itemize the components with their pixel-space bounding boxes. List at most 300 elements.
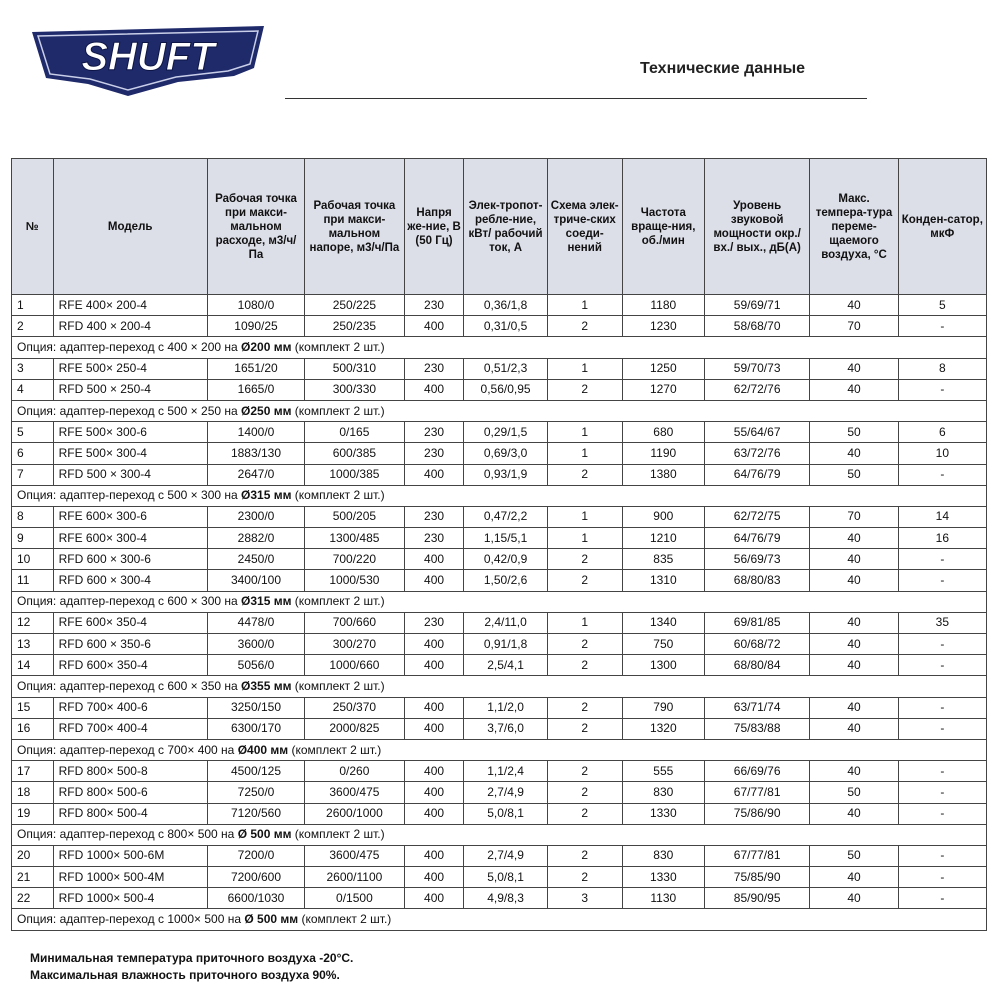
- table-cell: 400: [404, 655, 464, 676]
- table-cell: 400: [404, 634, 464, 655]
- table-cell: 1000/660: [305, 655, 404, 676]
- option-row: [12, 739, 987, 760]
- table-cell: 7200/600: [207, 867, 304, 888]
- table-cell: 10: [898, 443, 986, 464]
- table-cell: 400: [404, 570, 464, 591]
- table-cell: 0,56/0,95: [464, 379, 547, 400]
- table-cell: 1400/0: [207, 422, 304, 443]
- table-cell: 0,47/2,2: [464, 506, 547, 527]
- table-cell: 59/70/73: [704, 358, 810, 379]
- table-cell: 68/80/83: [704, 570, 810, 591]
- table-cell: 1000/530: [305, 570, 404, 591]
- table-cell: 2: [547, 697, 622, 718]
- table-cell: 0,31/0,5: [464, 316, 547, 337]
- table-cell: 1210: [622, 528, 704, 549]
- option-kit-text: (комплект 2 шт.): [291, 403, 385, 418]
- table-cell: 1090/25: [207, 316, 304, 337]
- table-cell: 400: [404, 782, 464, 803]
- table-cell: 1380: [622, 464, 704, 485]
- table-cell: 5,0/8,1: [464, 803, 547, 824]
- table-cell: 64/76/79: [704, 528, 810, 549]
- table-cell: 3600/475: [305, 782, 404, 803]
- table-cell: 830: [622, 845, 704, 866]
- table-cell: 0,51/2,3: [464, 358, 547, 379]
- table-cell: 230: [404, 422, 464, 443]
- table-cell: 5: [12, 422, 54, 443]
- table-cell: 1300: [622, 655, 704, 676]
- table-cell: RFE 600× 350-4: [53, 612, 207, 633]
- table-cell: 400: [404, 761, 464, 782]
- table-cell: 50: [810, 782, 898, 803]
- table-cell: RFD 800× 500-4: [53, 803, 207, 824]
- table-cell: 0,29/1,5: [464, 422, 547, 443]
- table-cell: 400: [404, 549, 464, 570]
- table-cell: 40: [810, 718, 898, 739]
- table-cell: 66/69/76: [704, 761, 810, 782]
- table-cell: 9: [12, 528, 54, 549]
- table-cell: 500/310: [305, 358, 404, 379]
- table-cell: 3250/150: [207, 697, 304, 718]
- table-cell: 680: [622, 422, 704, 443]
- table-cell: 0/165: [305, 422, 404, 443]
- table-cell: 0,93/1,9: [464, 464, 547, 485]
- option-kit-text: (комплект 2 шт.): [298, 912, 392, 927]
- table-cell: RFE 400× 200-4: [53, 295, 207, 316]
- table-cell: 13: [12, 634, 54, 655]
- table-cell: -: [898, 570, 986, 591]
- table-cell: 67/77/81: [704, 782, 810, 803]
- table-cell: 40: [810, 295, 898, 316]
- table-cell: 6: [12, 443, 54, 464]
- table-cell: -: [898, 782, 986, 803]
- option-cell: [12, 485, 987, 506]
- table-cell: -: [898, 316, 986, 337]
- table-row: [12, 464, 987, 485]
- option-diameter: Ø315 мм: [241, 488, 292, 503]
- table-cell: 400: [404, 888, 464, 909]
- table-cell: RFE 500× 300-4: [53, 443, 207, 464]
- table-cell: 830: [622, 782, 704, 803]
- table-row: [12, 697, 987, 718]
- table-cell: 1665/0: [207, 379, 304, 400]
- table-row: [12, 295, 987, 316]
- option-text: Опция: адаптер-переход с 700× 400 на: [17, 742, 238, 757]
- table-cell: 11: [12, 570, 54, 591]
- table-cell: -: [898, 379, 986, 400]
- table-row: [12, 379, 987, 400]
- table-cell: 40: [810, 697, 898, 718]
- option-text: Опция: адаптер-переход с 500 × 300 на: [17, 488, 242, 503]
- table-row: [12, 655, 987, 676]
- table-cell: 14: [898, 506, 986, 527]
- table-cell: 2: [547, 549, 622, 570]
- table-cell: 1: [547, 295, 622, 316]
- table-cell: 40: [810, 358, 898, 379]
- table-cell: 0/1500: [305, 888, 404, 909]
- table-row: [12, 316, 987, 337]
- table-cell: 15: [12, 697, 54, 718]
- option-row: [12, 909, 987, 930]
- table-row: [12, 528, 987, 549]
- table-row: [12, 570, 987, 591]
- column-header: Частота враще-ния, об./мин: [622, 159, 704, 295]
- option-text: Опция: адаптер-переход с 600 × 300 на: [17, 594, 242, 609]
- table-cell: 1: [547, 443, 622, 464]
- table-cell: 230: [404, 506, 464, 527]
- table-cell: 75/83/88: [704, 718, 810, 739]
- table-cell: RFE 500× 300-6: [53, 422, 207, 443]
- table-cell: 70: [810, 506, 898, 527]
- option-cell: [12, 337, 987, 358]
- option-text: Опция: адаптер-переход с 1000× 500 на: [17, 912, 245, 927]
- table-cell: 2: [547, 761, 622, 782]
- option-cell: [12, 824, 987, 845]
- table-cell: 1,1/2,4: [464, 761, 547, 782]
- table-cell: 750: [622, 634, 704, 655]
- option-row: [12, 485, 987, 506]
- table-cell: 6300/170: [207, 718, 304, 739]
- table-row: [12, 761, 987, 782]
- table-cell: 1310: [622, 570, 704, 591]
- table-cell: -: [898, 464, 986, 485]
- table-cell: 790: [622, 697, 704, 718]
- table-cell: 300/270: [305, 634, 404, 655]
- note-max-humidity: Максимальная влажность приточного воздуха 90%.: [30, 968, 340, 982]
- option-row: [12, 676, 987, 697]
- table-cell: 400: [404, 697, 464, 718]
- table-cell: 7: [12, 464, 54, 485]
- table-cell: 1,50/2,6: [464, 570, 547, 591]
- table-cell: 2882/0: [207, 528, 304, 549]
- table-cell: 230: [404, 612, 464, 633]
- shuft-logo-graphic: [28, 24, 268, 98]
- table-cell: 400: [404, 845, 464, 866]
- table-cell: 300/330: [305, 379, 404, 400]
- option-cell: [12, 400, 987, 421]
- column-header: Элек-тропот-ребле-ние, кВт/ рабочий ток, А: [464, 159, 547, 295]
- table-cell: 6600/1030: [207, 888, 304, 909]
- table-cell: 2: [547, 570, 622, 591]
- option-diameter: Ø315 мм: [241, 594, 292, 609]
- table-cell: 55/64/67: [704, 422, 810, 443]
- table-cell: 69/81/85: [704, 612, 810, 633]
- column-header: Напря жe-ние, В (50 Гц): [404, 159, 464, 295]
- table-cell: 2,7/4,9: [464, 782, 547, 803]
- table-cell: 1320: [622, 718, 704, 739]
- table-cell: 16: [12, 718, 54, 739]
- table-cell: 600/385: [305, 443, 404, 464]
- option-cell: [12, 909, 987, 930]
- table-cell: 2,5/4,1: [464, 655, 547, 676]
- table-cell: 7250/0: [207, 782, 304, 803]
- table-cell: -: [898, 803, 986, 824]
- technical-data-table: [11, 158, 987, 931]
- table-cell: RFD 600 × 350-6: [53, 634, 207, 655]
- column-header: Макс. темпера-тура переме-щаемого воздуха, °С: [810, 159, 898, 295]
- table-cell: 1080/0: [207, 295, 304, 316]
- table-cell: 2: [547, 464, 622, 485]
- table-cell: 3600/475: [305, 845, 404, 866]
- table-row: [12, 782, 987, 803]
- table-row: [12, 634, 987, 655]
- table-cell: 3: [547, 888, 622, 909]
- table-cell: RFD 500 × 250-4: [53, 379, 207, 400]
- table-cell: -: [898, 655, 986, 676]
- table-cell: 62/72/75: [704, 506, 810, 527]
- table-cell: 63/71/74: [704, 697, 810, 718]
- table-cell: 1883/130: [207, 443, 304, 464]
- table-cell: 50: [810, 464, 898, 485]
- table-cell: 1130: [622, 888, 704, 909]
- table-cell: 0,36/1,8: [464, 295, 547, 316]
- table-cell: 400: [404, 803, 464, 824]
- table-cell: -: [898, 845, 986, 866]
- table-cell: 2,7/4,9: [464, 845, 547, 866]
- table-cell: 2: [547, 803, 622, 824]
- table-cell: 3400/100: [207, 570, 304, 591]
- table-row: [12, 803, 987, 824]
- table-cell: 18: [12, 782, 54, 803]
- table-cell: RFD 700× 400-4: [53, 718, 207, 739]
- table-cell: 22: [12, 888, 54, 909]
- table-cell: 2: [12, 316, 54, 337]
- table-cell: 250/370: [305, 697, 404, 718]
- table-cell: 85/90/95: [704, 888, 810, 909]
- note-min-temperature: Минимальная температура приточного воздуха -20°С.: [30, 951, 354, 965]
- table-cell: 250/235: [305, 316, 404, 337]
- table-cell: 3: [12, 358, 54, 379]
- column-header: №: [12, 159, 54, 295]
- table-cell: 16: [898, 528, 986, 549]
- table-cell: 75/86/90: [704, 803, 810, 824]
- table-cell: 63/72/76: [704, 443, 810, 464]
- table-cell: 50: [810, 845, 898, 866]
- table-cell: 2000/825: [305, 718, 404, 739]
- table-cell: -: [898, 888, 986, 909]
- table-cell: 50: [810, 422, 898, 443]
- table-cell: 75/85/90: [704, 867, 810, 888]
- column-header: Схема элек-триче-ских соеди-нений: [547, 159, 622, 295]
- table-cell: 1230: [622, 316, 704, 337]
- table-cell: 1330: [622, 867, 704, 888]
- table-cell: 1330: [622, 803, 704, 824]
- table-cell: RFD 1000× 500-6M: [53, 845, 207, 866]
- table-cell: 2450/0: [207, 549, 304, 570]
- table-cell: 40: [810, 655, 898, 676]
- table-cell: 5: [898, 295, 986, 316]
- table-cell: 4478/0: [207, 612, 304, 633]
- table-header-row: [12, 159, 987, 295]
- document-title: Технические данные: [640, 60, 806, 77]
- option-kit-text: (комплект 2 шт.): [291, 678, 385, 693]
- table-cell: 64/76/79: [704, 464, 810, 485]
- option-kit-text: (комплект 2 шт.): [291, 488, 385, 503]
- column-header: Модель: [53, 159, 207, 295]
- table-cell: 250/225: [305, 295, 404, 316]
- option-diameter: Ø250 мм: [241, 403, 292, 418]
- table-cell: RFD 800× 500-6: [53, 782, 207, 803]
- table-cell: 2: [547, 634, 622, 655]
- table-cell: 40: [810, 528, 898, 549]
- table-cell: 1651/20: [207, 358, 304, 379]
- table-row: [12, 358, 987, 379]
- table-cell: 3600/0: [207, 634, 304, 655]
- table-cell: 1: [547, 612, 622, 633]
- table-cell: 40: [810, 549, 898, 570]
- table-cell: 500/205: [305, 506, 404, 527]
- table-cell: 835: [622, 549, 704, 570]
- table-cell: 40: [810, 888, 898, 909]
- table-cell: 400: [404, 718, 464, 739]
- table-cell: 5,0/8,1: [464, 867, 547, 888]
- table-cell: 10: [12, 549, 54, 570]
- table-cell: 400: [404, 464, 464, 485]
- table-cell: 6: [898, 422, 986, 443]
- table-cell: 8: [898, 358, 986, 379]
- option-kit-text: (комплект 2 шт.): [291, 827, 385, 842]
- table-cell: RFE 600× 300-4: [53, 528, 207, 549]
- table-cell: -: [898, 867, 986, 888]
- table-cell: -: [898, 634, 986, 655]
- table-cell: 400: [404, 316, 464, 337]
- table-cell: 2600/1100: [305, 867, 404, 888]
- table-cell: 40: [810, 634, 898, 655]
- shuft-logo: [28, 24, 268, 98]
- table-cell: 4: [12, 379, 54, 400]
- table-cell: 1,15/5,1: [464, 528, 547, 549]
- table-cell: 1190: [622, 443, 704, 464]
- table-cell: 230: [404, 358, 464, 379]
- table-cell: 40: [810, 612, 898, 633]
- table-cell: RFD 500 × 300-4: [53, 464, 207, 485]
- option-diameter: Ø200 мм: [241, 339, 292, 354]
- table-cell: 1: [547, 506, 622, 527]
- table-cell: RFD 600× 350-4: [53, 655, 207, 676]
- table-cell: 700/220: [305, 549, 404, 570]
- table-cell: 14: [12, 655, 54, 676]
- table-cell: 2: [547, 379, 622, 400]
- table-cell: RFE 600× 300-6: [53, 506, 207, 527]
- table-cell: 5056/0: [207, 655, 304, 676]
- table-cell: 58/68/70: [704, 316, 810, 337]
- table-cell: 555: [622, 761, 704, 782]
- logo-text: SHUFT: [81, 35, 215, 79]
- table-cell: 1: [12, 295, 54, 316]
- table-cell: 2647/0: [207, 464, 304, 485]
- table-cell: 230: [404, 443, 464, 464]
- table-cell: RFD 1000× 500-4M: [53, 867, 207, 888]
- table-cell: 40: [810, 803, 898, 824]
- table-row: [12, 549, 987, 570]
- table-cell: -: [898, 761, 986, 782]
- table-cell: 17: [12, 761, 54, 782]
- table-cell: 230: [404, 295, 464, 316]
- column-header: Уровень звуковой мощности окр./вх./ вых., дБ(А): [704, 159, 810, 295]
- table-cell: 0,91/1,8: [464, 634, 547, 655]
- table-cell: 2300/0: [207, 506, 304, 527]
- table-cell: 1: [547, 528, 622, 549]
- title-underline: [285, 98, 867, 99]
- option-row: [12, 337, 987, 358]
- table-cell: 900: [622, 506, 704, 527]
- table-cell: 40: [810, 570, 898, 591]
- option-kit-text: (комплект 2 шт.): [291, 594, 385, 609]
- table-cell: 1000/385: [305, 464, 404, 485]
- table-row: [12, 888, 987, 909]
- table-row: [12, 867, 987, 888]
- table-row: [12, 718, 987, 739]
- option-diameter: Ø 500 мм: [237, 827, 292, 842]
- table-cell: -: [898, 718, 986, 739]
- option-diameter: Ø400 мм: [237, 742, 289, 757]
- table-cell: RFD 400 × 200-4: [53, 316, 207, 337]
- table-cell: 12: [12, 612, 54, 633]
- table-cell: RFD 700× 400-6: [53, 697, 207, 718]
- table-cell: 2: [547, 867, 622, 888]
- table-cell: 40: [810, 867, 898, 888]
- table-row: [12, 845, 987, 866]
- table-cell: 7120/560: [207, 803, 304, 824]
- option-text: Опция: адаптер-переход с 500 × 250 на: [17, 403, 242, 418]
- table-cell: 19: [12, 803, 54, 824]
- table-cell: 2,4/11,0: [464, 612, 547, 633]
- table-cell: 62/72/76: [704, 379, 810, 400]
- option-diameter: Ø 500 мм: [244, 912, 299, 927]
- table-cell: RFD 800× 500-8: [53, 761, 207, 782]
- table-cell: 40: [810, 379, 898, 400]
- table-cell: 68/80/84: [704, 655, 810, 676]
- option-kit-text: (комплект 2 шт.): [291, 339, 385, 354]
- table-cell: 0/260: [305, 761, 404, 782]
- table-body: [12, 295, 987, 931]
- table-cell: RFD 1000× 500-4: [53, 888, 207, 909]
- table-cell: RFD 600 × 300-4: [53, 570, 207, 591]
- table-cell: 0,69/3,0: [464, 443, 547, 464]
- table-cell: 59/69/71: [704, 295, 810, 316]
- table-cell: 2: [547, 845, 622, 866]
- option-kit-text: (комплект 2 шт.): [288, 742, 382, 757]
- table-cell: 1180: [622, 295, 704, 316]
- table-cell: 4500/125: [207, 761, 304, 782]
- table-cell: 35: [898, 612, 986, 633]
- table-cell: RFD 600 × 300-6: [53, 549, 207, 570]
- table-cell: 21: [12, 867, 54, 888]
- table-cell: 70: [810, 316, 898, 337]
- table-cell: 1250: [622, 358, 704, 379]
- option-row: [12, 591, 987, 612]
- table-cell: 1: [547, 422, 622, 443]
- table-row: [12, 422, 987, 443]
- table-cell: 1,1/2,0: [464, 697, 547, 718]
- option-cell: [12, 591, 987, 612]
- table-cell: 700/660: [305, 612, 404, 633]
- table-cell: 2: [547, 782, 622, 803]
- table-cell: 2: [547, 718, 622, 739]
- table-row: [12, 612, 987, 633]
- table-cell: 2: [547, 655, 622, 676]
- table-cell: -: [898, 697, 986, 718]
- table-cell: 20: [12, 845, 54, 866]
- column-header: Конден-сатор, мкФ: [898, 159, 986, 295]
- table-cell: -: [898, 549, 986, 570]
- table-cell: 0,42/0,9: [464, 549, 547, 570]
- table-cell: 1300/485: [305, 528, 404, 549]
- notes: [30, 950, 353, 984]
- option-cell: [12, 676, 987, 697]
- table-row: [12, 506, 987, 527]
- option-row: [12, 824, 987, 845]
- table-cell: 60/68/72: [704, 634, 810, 655]
